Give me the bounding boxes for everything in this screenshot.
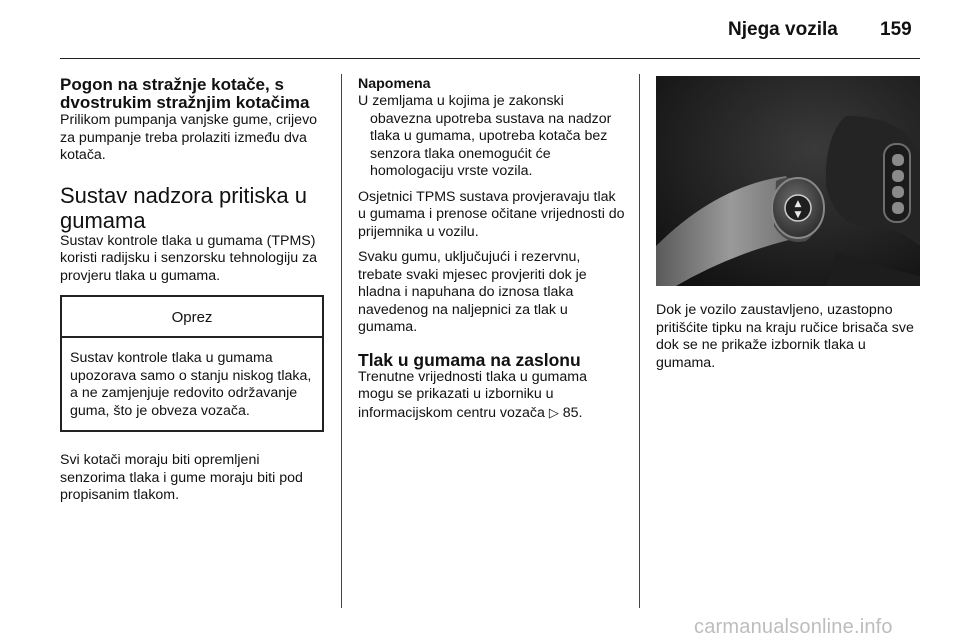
section-heading-tpms: Sustav nadzora pritiska u gumama [60,182,308,233]
wiper-lever-illustration [656,76,920,286]
note-text: U zemljama u kojima je zakonski obavezna upotreba sustava na nadzor tlaka u gumama, upotreba kotača bez senzora tlaka onemogućit će homologaciju vrste vozila. [358,93,612,179]
paragraph-monthly-check: Svaku gumu, uključujući i rezervnu, trebate svaki mjesec provjeriti dok je hladna i napuhana do iznosa tlaka navedenog na naljepnici za tlak u gumama. [358,249,587,335]
column-divider-1 [341,74,342,608]
section-heading-display: Tlak u gumama na zaslonu [358,349,581,370]
caution-box [60,295,324,432]
svg-text:▼: ▼ [794,210,802,220]
column-3 [656,76,922,372]
watermark: carmanualsonline.info [694,616,893,638]
caution-title: Oprez [62,297,322,338]
caution-text: Sustav kontrole tlaka u gumama upozorava samo o stanju niskog tlaka, a ne zamjenjuje redovito održavanje guma, što je obveza vozača. [70,350,312,419]
column-divider-2 [639,74,640,608]
photo-caption: Dok je vozilo zaustavljeno, uzastopno pritišćite tipku na kraju ručice brisača sve dok se ne prikaže izbornik tlaka u gumama. [656,302,914,371]
paragraph-display [358,369,626,423]
column-2 [358,76,626,422]
display-text: Trenutne vrijednosti tlaka u gumama mogu se prikazati u izborniku u informacijskom centru vozača [358,368,587,421]
paragraph-sensors: Svi kotači moraju biti opremljeni senzorima tlaka i gume moraju biti pod propisanim tlakom. [60,452,303,503]
header-rule [60,58,920,59]
column-1 [60,76,326,505]
wiper-lever-photo [656,76,920,286]
page-reference-link[interactable]: 85. [562,404,583,421]
header-title: Njega vozila [728,19,838,40]
paragraph-tpms-sensors: Osjetnici TPMS sustava provjeravaju tlak u gumama i prenose očitane vrijednosti do prijemnika u vozilu. [358,188,625,240]
page-number: 159 [880,19,912,40]
paragraph-tpms-intro: Sustav kontrole tlaka u gumama (TPMS) koristi radijsku i senzorsku tehnologiju za provjeru tlaka u gumama. [60,232,318,284]
note-title: Napomena [358,76,431,92]
svg-text:▲: ▲ [794,199,802,209]
page-reference-icon: ▷ [548,404,559,420]
section-heading-rear-wheel-drive: Pogon na stražnje kotače, s dvostrukim stražnjim kotačima [60,75,310,112]
paragraph-inflation: Prilikom pumpanja vanjske gume, crijevo za pumpanje treba prolaziti između dva kotača. [60,112,318,163]
